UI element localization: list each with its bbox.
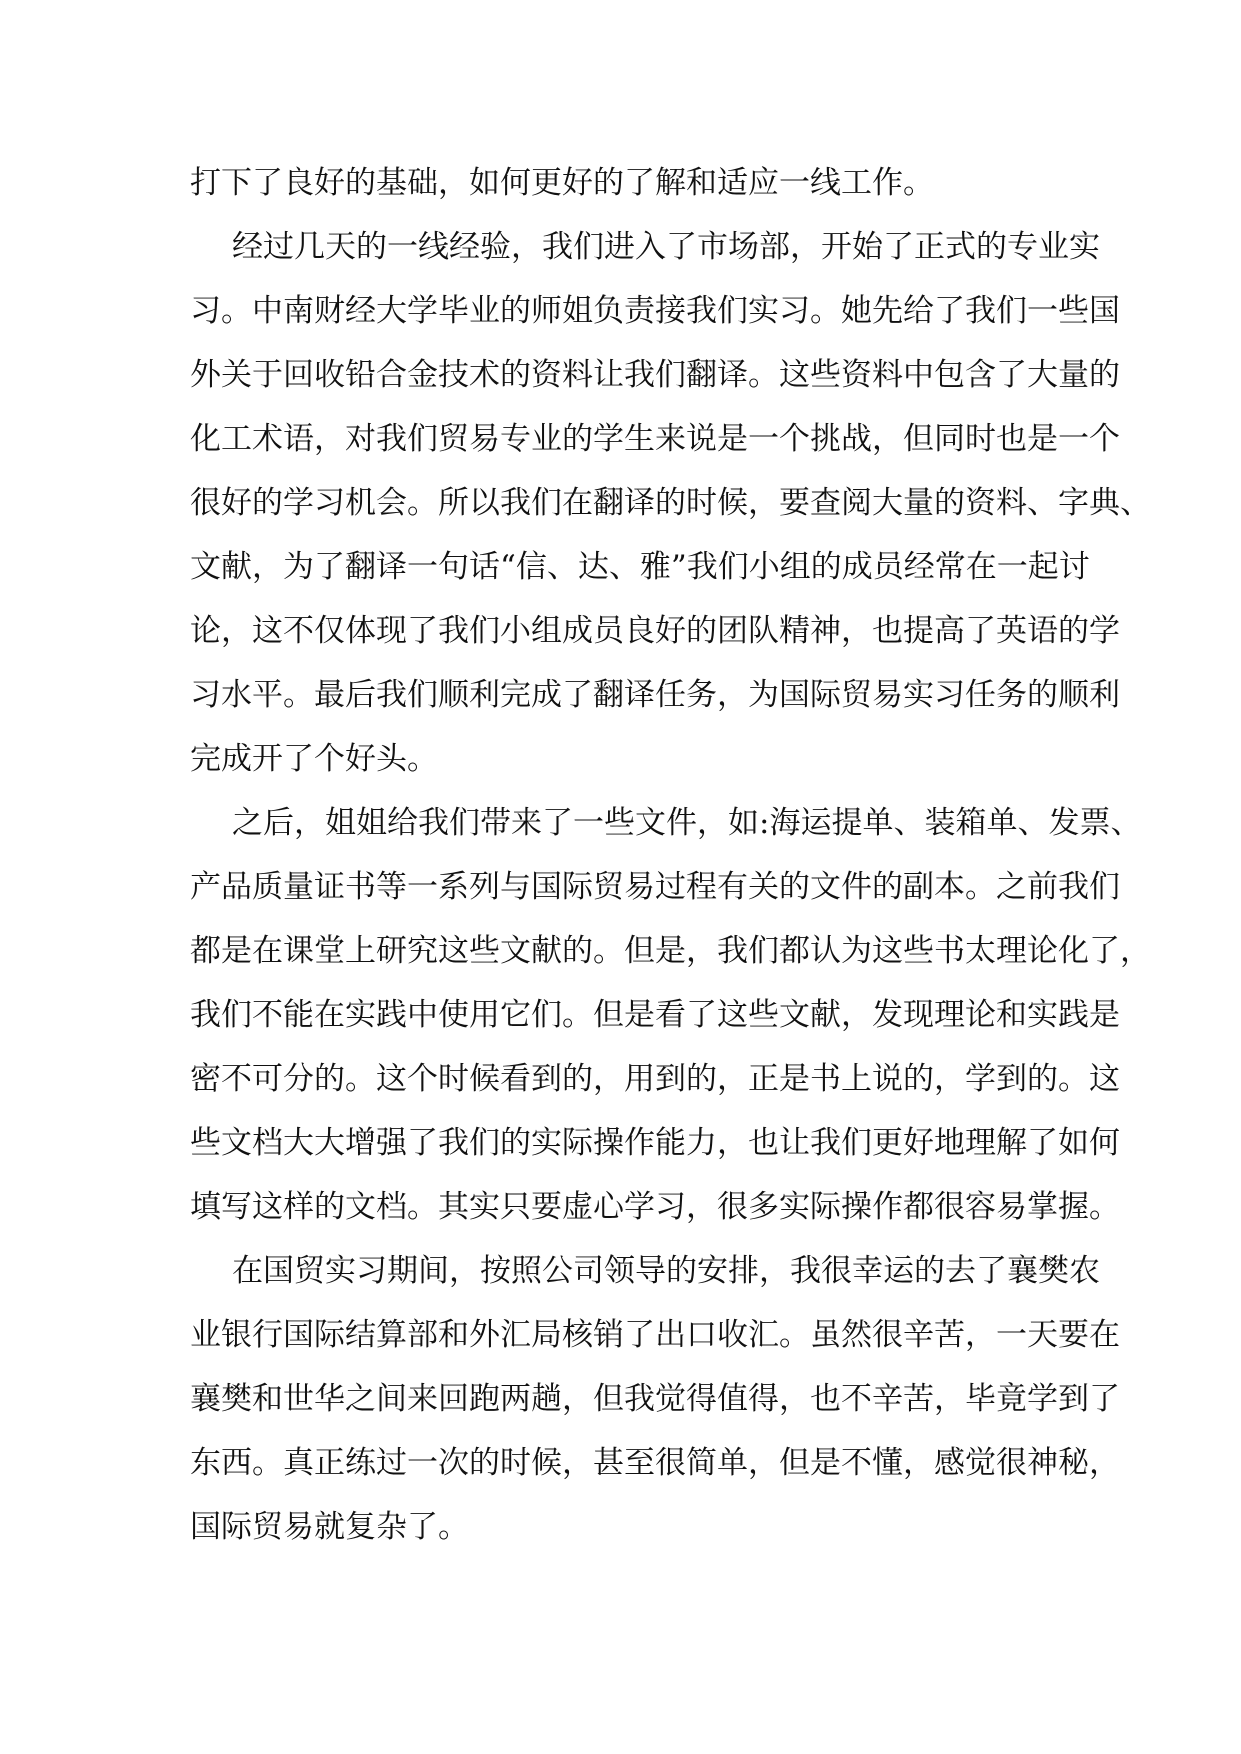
text-line: 业银行国际结算部和外汇局核销了出口收汇。虽然很辛苦，一天要在 [190,1317,1120,1353]
text-line: 文献，为了翻译一句话“信、达、雅”我们小组的成员经常在一起讨 [190,549,1090,585]
text-line: 都是在课堂上研究这些文献的。但是，我们都认为这些书太理论化了， [190,933,1151,969]
text-line: 国际贸易就复杂了。 [190,1509,469,1545]
text-line: 化工术语，对我们贸易专业的学生来说是一个挑战，但同时也是一个 [190,421,1120,457]
text-line: 我们不能在实践中使用它们。但是看了这些文献，发现理论和实践是 [190,997,1120,1033]
text-line: 密不可分的。这个时候看到的，用到的，正是书上说的，学到的。这 [190,1061,1120,1097]
text-line: 填写这样的文档。其实只要虚心学习，很多实际操作都很容易掌握。 [190,1189,1120,1225]
text-line: 产品质量证书等一系列与国际贸易过程有关的文件的副本。之前我们 [190,869,1120,905]
text-line: 习水平。最后我们顺利完成了翻译任务，为国际贸易实习任务的顺利 [190,677,1120,713]
text-line: 在国贸实习期间，按照公司领导的安排，我很幸运的去了襄樊农 [232,1253,1100,1289]
text-line: 很好的学习机会。所以我们在翻译的时候，要查阅大量的资料、字典、 [190,485,1151,521]
text-line: 之后，姐姐给我们带来了一些文件，如:海运提单、装箱单、发票、 [232,805,1142,841]
text-line: 习。中南财经大学毕业的师姐负责接我们实习。她先给了我们一些国 [190,293,1120,329]
text-line: 东西。真正练过一次的时候，甚至很简单，但是不懂，感觉很神秘， [190,1445,1120,1481]
text-line: 打下了良好的基础，如何更好的了解和适应一线工作。 [190,165,934,201]
text-line: 些文档大大增强了我们的实际操作能力，也让我们更好地理解了如何 [190,1125,1120,1161]
text-line: 论，这不仅体现了我们小组成员良好的团队精神，也提高了英语的学 [190,613,1120,649]
text-line: 外关于回收铅合金技术的资料让我们翻译。这些资料中包含了大量的 [190,357,1120,393]
text-line: 经过几天的一线经验，我们进入了市场部，开始了正式的专业实 [232,229,1100,265]
text-line: 襄樊和世华之间来回跑两趟，但我觉得值得，也不辛苦，毕竟学到了 [190,1381,1120,1417]
text-line: 完成开了个好头。 [190,741,438,777]
